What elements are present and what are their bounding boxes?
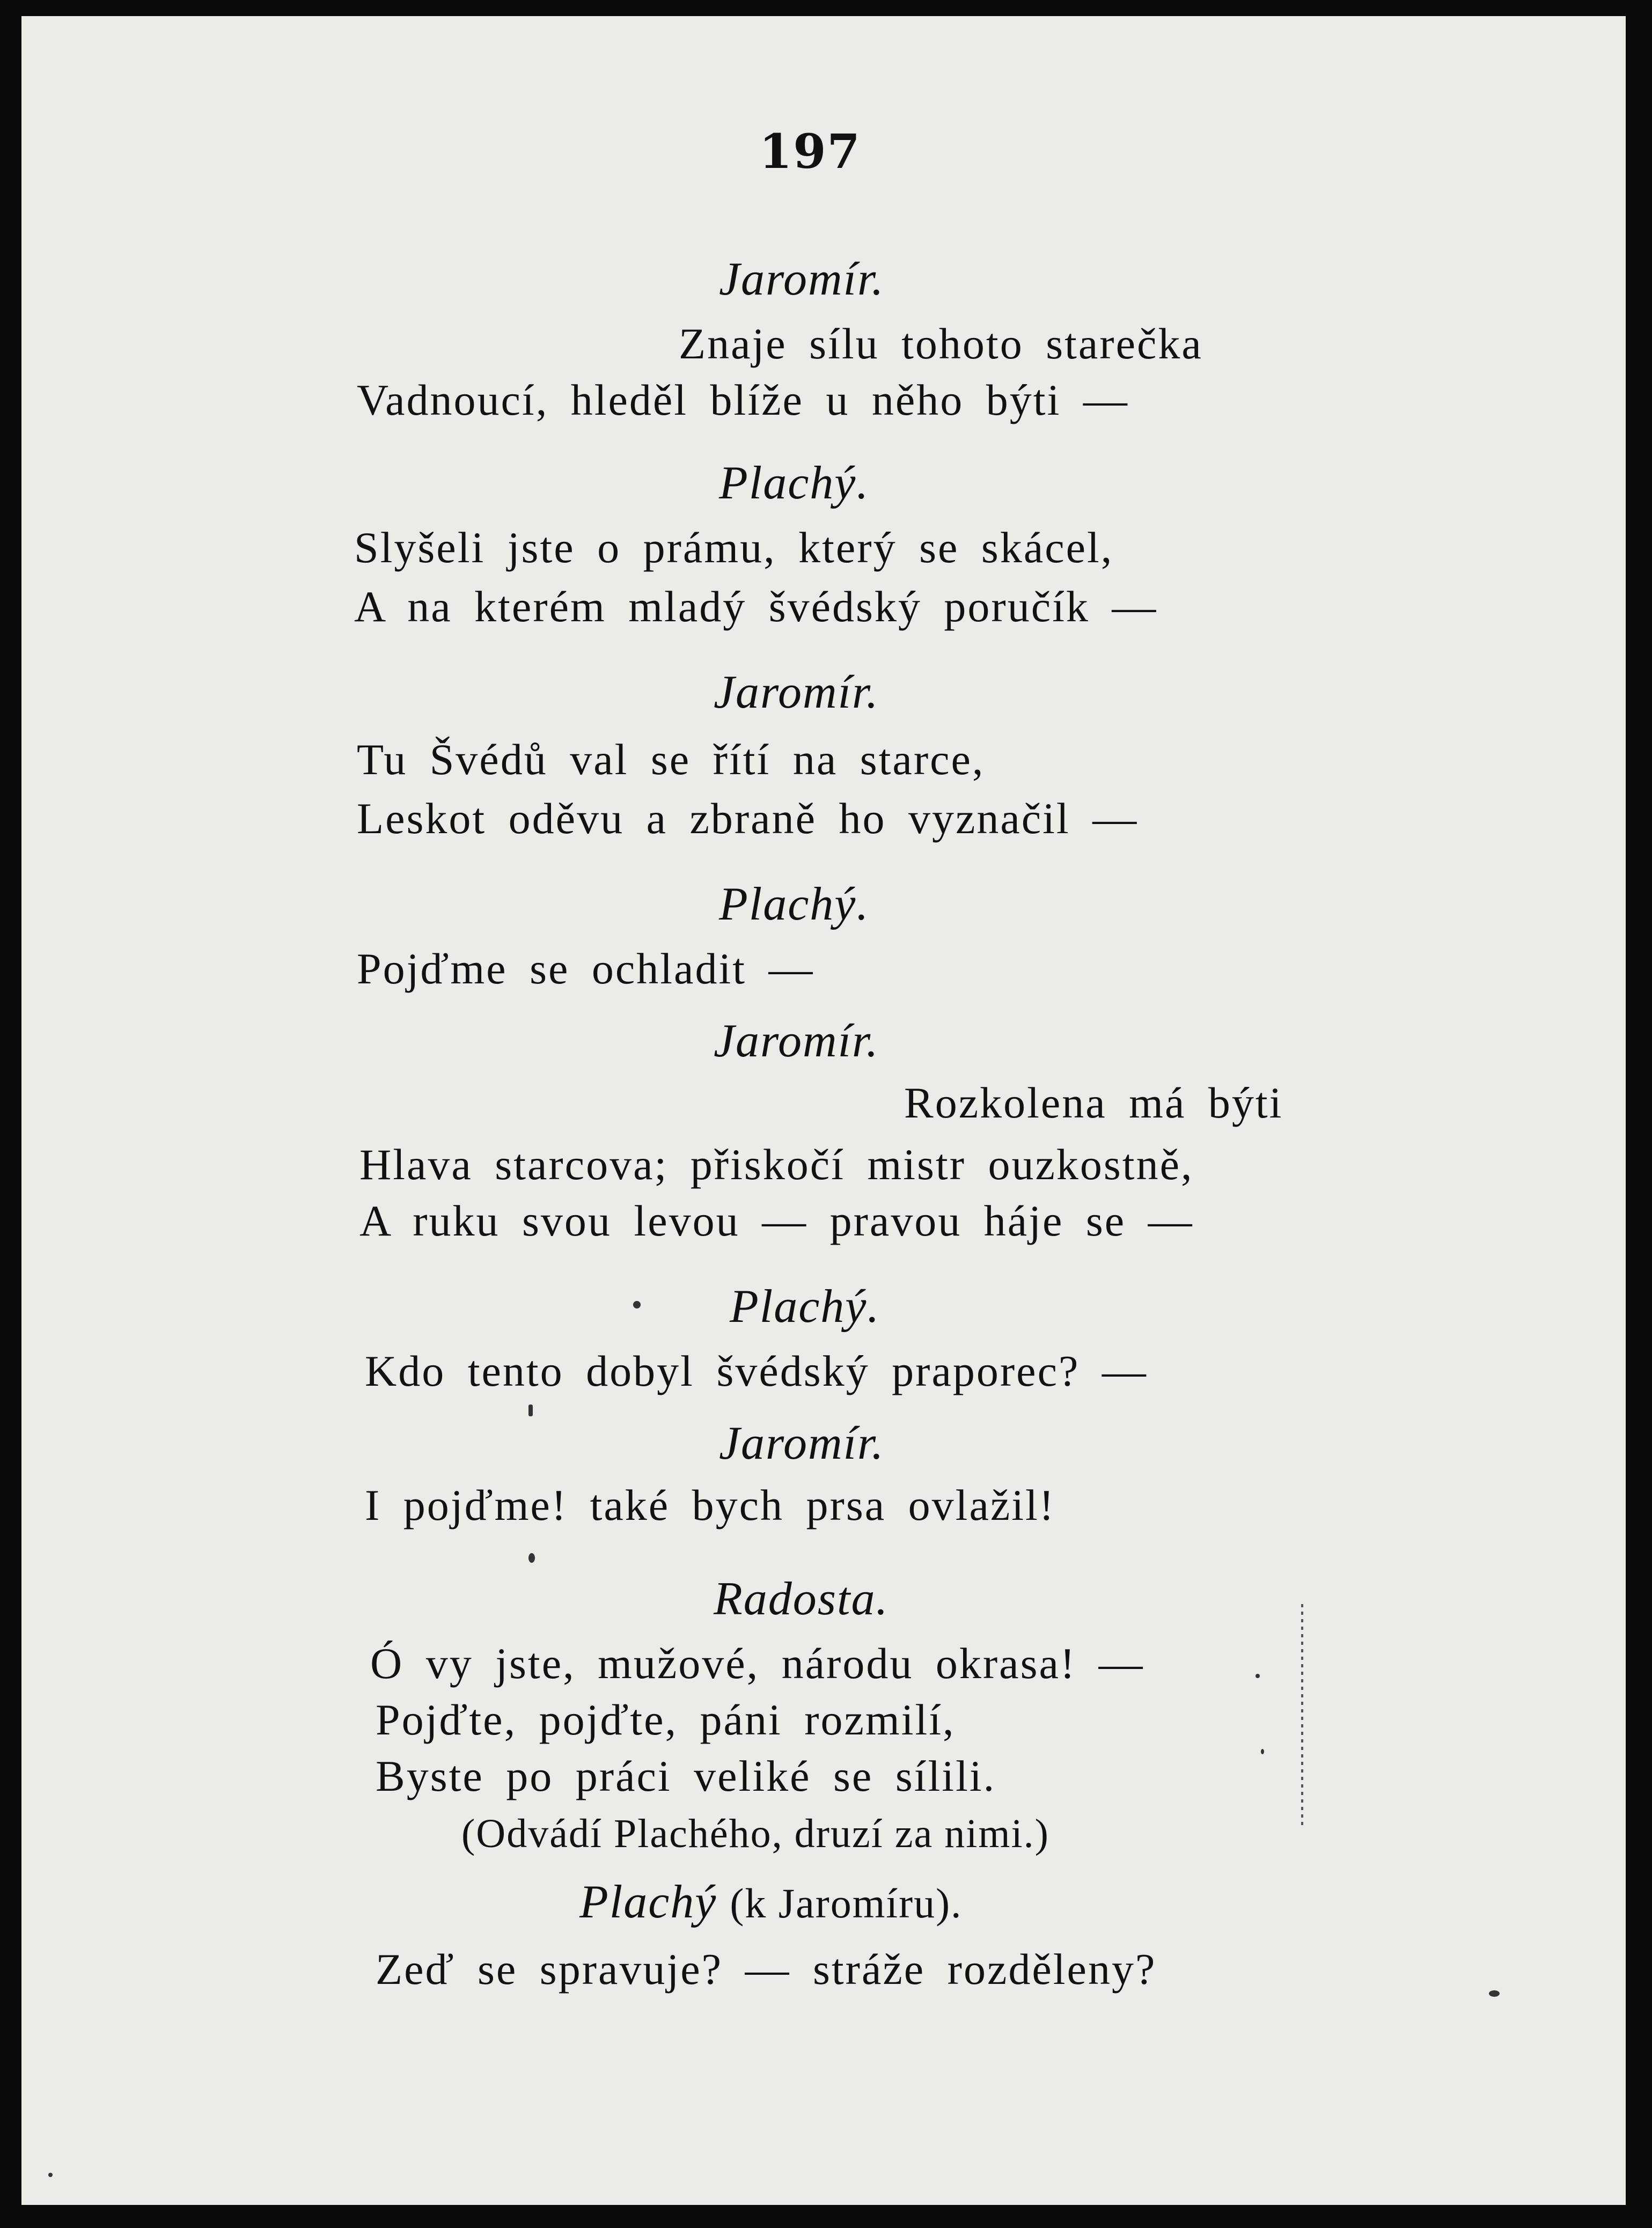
verse-line: Znaje sílu tohoto starečka bbox=[679, 319, 1203, 368]
verse-line: Pojďte, pojďte, páni rozmilí, bbox=[376, 1695, 956, 1744]
verse-line: Ó vy jste, mužové, národu okrasa! — bbox=[370, 1639, 1144, 1688]
speaker-note: (k Jaromíru). bbox=[730, 1880, 963, 1926]
verse-line: Pojďme se ochladit — bbox=[357, 944, 814, 993]
verse-line: Rozkolena má býti bbox=[904, 1078, 1283, 1127]
verse-line: Byste po práci veliké se sílili. bbox=[376, 1752, 996, 1800]
speaker-name: Radosta. bbox=[714, 1573, 889, 1625]
print-speck bbox=[48, 2173, 53, 2177]
speaker-name: Jaromír. bbox=[714, 1015, 879, 1067]
verse-line: A ruku svou levou — pravou háje se — bbox=[359, 1196, 1194, 1245]
print-speck bbox=[528, 1553, 535, 1563]
speaker-name: Plachý. bbox=[730, 1281, 880, 1333]
print-speck bbox=[1489, 1990, 1500, 1997]
page-number: 197 bbox=[759, 123, 861, 179]
speaker-name: Jaromír. bbox=[714, 666, 879, 718]
speaker-name: Plachý. bbox=[719, 878, 870, 930]
print-speck bbox=[1255, 1674, 1260, 1678]
speaker-heading bbox=[579, 1875, 963, 1929]
verse-line: Zeď se spravuje? — stráže rozděleny? bbox=[376, 1945, 1157, 1994]
verse-line: A na kterém mladý švédský poručík — bbox=[354, 582, 1158, 631]
verse-line: I pojďme! také bych prsa ovlažil! bbox=[365, 1481, 1056, 1530]
speaker-name: Jaromír. bbox=[719, 253, 885, 305]
verse-line: Vadnoucí, hleděl blíže u něho býti — bbox=[357, 376, 1129, 424]
speaker-name: Jaromír. bbox=[719, 1417, 885, 1469]
print-speck bbox=[1261, 1749, 1264, 1754]
print-speck bbox=[528, 1405, 533, 1416]
speaker-name: Plachý bbox=[579, 1876, 717, 1928]
book-page bbox=[21, 16, 1626, 2205]
verse-line: Slyšeli jste o prámu, který se skácel, bbox=[354, 523, 1114, 572]
verse-line: Kdo tento dobyl švédský praporec? — bbox=[365, 1347, 1148, 1395]
verse-line: Leskot oděvu a zbraně ho vyznačil — bbox=[357, 794, 1139, 843]
speaker-name: Plachý. bbox=[719, 457, 870, 509]
verse-line: Hlava starcova; přiskočí mistr ouzkostně, bbox=[359, 1140, 1194, 1189]
stage-direction: (Odvádí Plachého, druzí za nimi.) bbox=[461, 1811, 1049, 1856]
margin-mark bbox=[1301, 1604, 1303, 1829]
verse-line: Tu Švédů val se řítí na starce, bbox=[357, 735, 985, 784]
print-speck bbox=[633, 1301, 641, 1308]
